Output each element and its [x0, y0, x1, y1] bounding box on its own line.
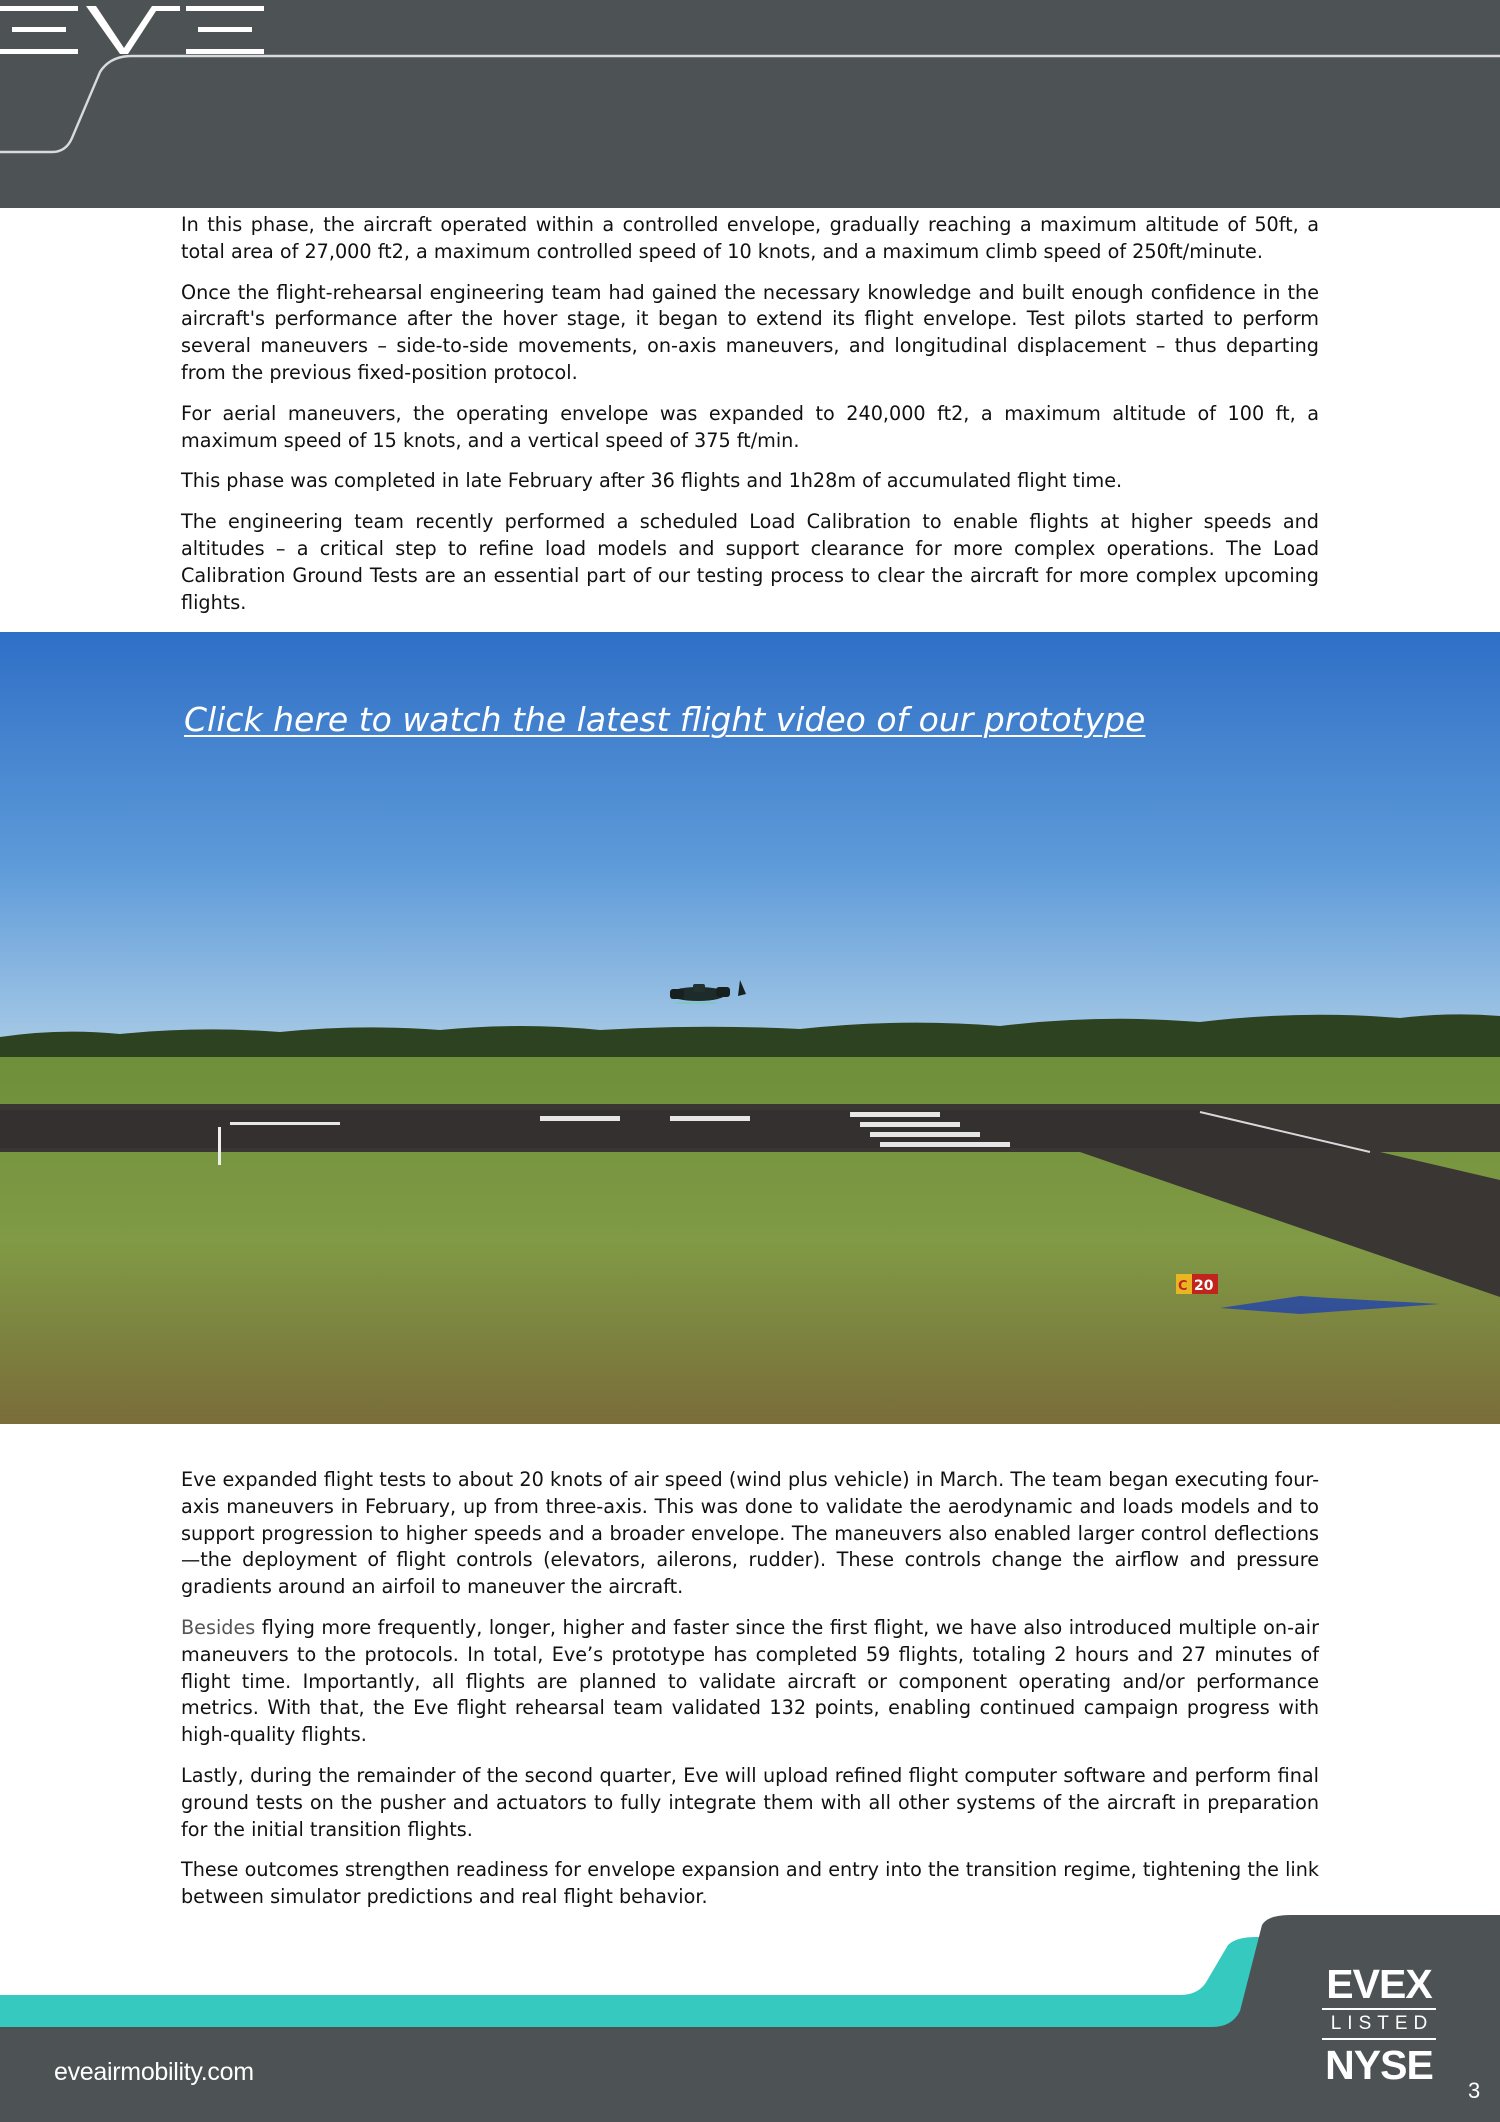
paragraph	[181, 1615, 1319, 1749]
paragraph-rest: flying more frequently, longer, higher and faster since the first flight, we have also introduced multiple on-air maneuvers to the protocols. In total, Eve’s prototype has completed 59 flights, totaling 2 hours and 27 minutes of flight time. Importantly, all flights are planned to validate aircraft or component operating and/or performance metrics. With that, the Eve flight rehearsal team validated 132 points, enabling continued campaign progress with high-quality flights.	[181, 1615, 1319, 1747]
page-header	[0, 0, 1500, 208]
runway-sign-number: 20	[1194, 1278, 1214, 1294]
eve-logo-icon	[0, 0, 264, 60]
page-number: 3	[1468, 2078, 1481, 2103]
paragraph: Eve expanded flight tests to about 20 knots of air speed (wind plus vehicle) in March. The team began executing four-axis maneuvers in February, up from three-axis. This was done to validate the aerodynamic and loads models and to support progression to higher speeds and a broader envelope. The maneuvers also enabled larger control deflections—the deployment of flight controls (elevators, ailerons, rudder). These controls change the airflow and pressure gradients around an airfoil to maneuver the aircraft.	[181, 1468, 1319, 1599]
badge-listed: LISTED	[1322, 2008, 1436, 2040]
paragraph: These outcomes strengthen readiness for envelope expansion and entry into the transition regime, tightening the link between simulator predictions and real flight behavior.	[181, 1858, 1319, 1909]
paragraph: In this phase, the aircraft operated within a controlled envelope, gradually reaching a maximum altitude of 50ft, a total area of 27,000 ft2, a maximum controlled speed of 10 knots, and a maximum climb speed of 250ft/minute.	[181, 213, 1319, 263]
paragraph: For aerial maneuvers, the operating envelope was expanded to 240,000 ft2, a maximum altitude of 100 ft, a maximum speed of 15 knots, and a vertical speed of 375 ft/min.	[181, 401, 1319, 452]
paragraph: Lastly, during the remainder of the second quarter, Eve will upload refined flight computer software and perform final ground tests on the pusher and actuators to fully integrate them with all other systems of the aircraft in preparation for the initial transition flights.	[181, 1763, 1319, 1841]
watch-video-link[interactable]: Click here to watch the latest flight video of our prototype	[184, 700, 1146, 739]
evex-nyse-badge	[1316, 1962, 1442, 2088]
website-link[interactable]: eveairmobility.com	[54, 2058, 254, 2086]
badge-ticker: EVEX	[1326, 1961, 1432, 2007]
paragraph: Once the flight-rehearsal engineering team had gained the necessary knowledge and built enough confidence in the aircraft's performance after the hover stage, it began to extend its flight envelope. Test pilots started to perform several maneuvers – side-to-side movements, on-axis maneuvers, and longitudinal displacement – thus departing from the previous fixed-position protocol.	[181, 280, 1319, 384]
paragraph: The engineering team recently performed a scheduled Load Calibration to enable flights at higher speeds and altitudes – a critical step to refine load models and support clearance for more complex operations. The Load Calibration Ground Tests are an essential part of our testing process to clear the aircraft for more complex upcoming flights.	[181, 510, 1319, 614]
body-text-bottom	[181, 1467, 1319, 1925]
paragraph-lead-word: Besides	[181, 1615, 256, 1639]
body-text-top	[181, 212, 1319, 630]
runway-scene-image	[0, 632, 1500, 1424]
flight-test-photo	[0, 632, 1500, 1424]
paragraph: This phase was completed in late February after 36 flights and 1h28m of accumulated flight time.	[181, 469, 1123, 493]
badge-exchange: NYSE	[1325, 2042, 1433, 2088]
page-footer	[0, 1915, 1500, 2122]
runway-sign-letter: C	[1178, 1279, 1188, 1294]
